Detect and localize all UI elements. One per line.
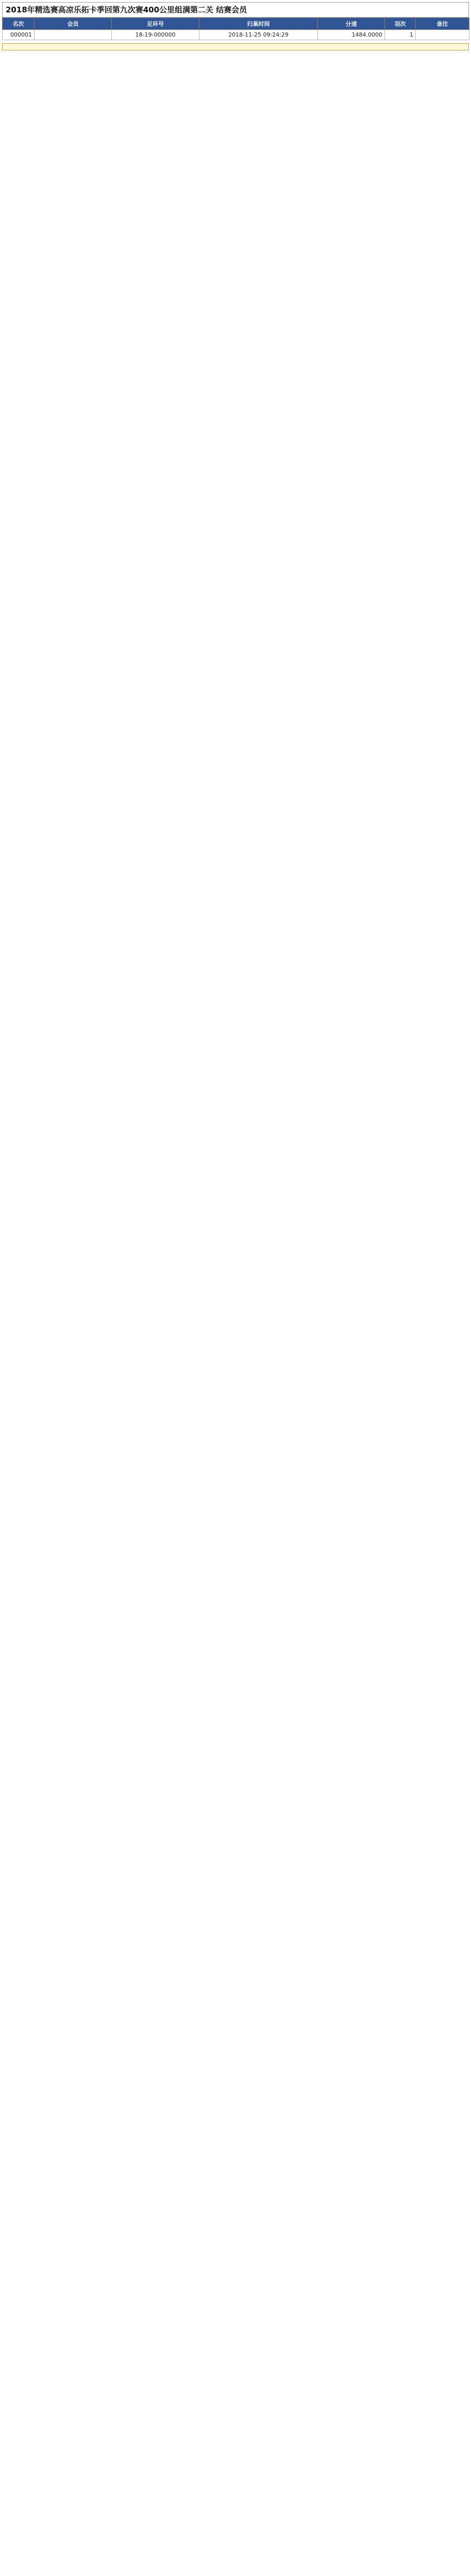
column-header-member: 会员 <box>35 18 112 30</box>
column-header-count: 羽次 <box>385 18 416 30</box>
cell-arrival-time: 2018-11-25 09:24:29 <box>199 30 318 40</box>
column-header-speed: 分速 <box>318 18 385 30</box>
cell-note <box>416 30 469 40</box>
cell-rank-number: 000001 <box>3 30 35 40</box>
table-row <box>3 30 469 40</box>
page-title: 2018年精选赛高凉乐拓卡季回第九次赛400公里组满第二关 结赛会员 <box>2 2 469 18</box>
results-sheet <box>2 2 469 50</box>
cell-ring-number: 18-19-000000 <box>112 30 199 40</box>
column-header-arrival-time: 归巢时间 <box>199 18 318 30</box>
column-header-rank: 名次 <box>3 18 35 30</box>
footer-note <box>2 43 469 50</box>
results-table-body <box>3 30 469 40</box>
cell-member-name <box>35 30 112 40</box>
results-table <box>2 18 469 40</box>
column-header-note: 备注 <box>416 18 469 30</box>
column-header-ring-number: 足环号 <box>112 18 199 30</box>
cell-count: 1 <box>385 30 416 40</box>
cell-speed: 1484.0000 <box>318 30 385 40</box>
table-header-row <box>3 18 469 30</box>
